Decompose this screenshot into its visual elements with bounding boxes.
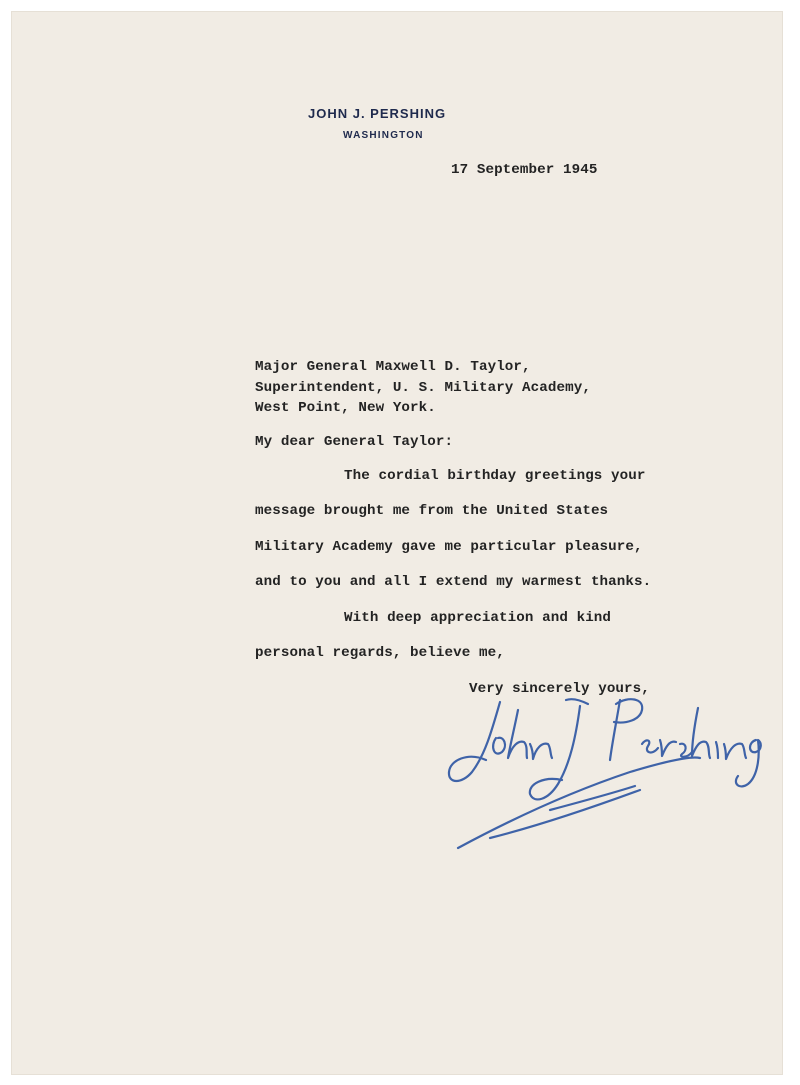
handwritten-signature [430, 660, 775, 860]
body-line: message brought me from the United States [255, 503, 609, 519]
body-line: and to you and all I extend my warmest thanks. [255, 574, 652, 590]
body-line: personal regards, believe me, [255, 645, 505, 661]
closing: Very sincerely yours, [469, 681, 650, 697]
letterhead-city: WASHINGTON [343, 130, 424, 141]
letterhead-name: JOHN J. PERSHING [308, 106, 447, 121]
letter-date: 17 September 1945 [451, 162, 598, 178]
salutation: My dear General Taylor: [255, 434, 454, 450]
address-line: West Point, New York. [255, 400, 436, 416]
address-line: Superintendent, U. S. Military Academy, [255, 380, 591, 396]
body-line: The cordial birthday greetings your [344, 468, 646, 484]
body-line: With deep appreciation and kind [344, 610, 612, 626]
body-line: Military Academy gave me particular pleasure, [255, 539, 643, 555]
address-line: Major General Maxwell D. Taylor, [255, 359, 531, 375]
